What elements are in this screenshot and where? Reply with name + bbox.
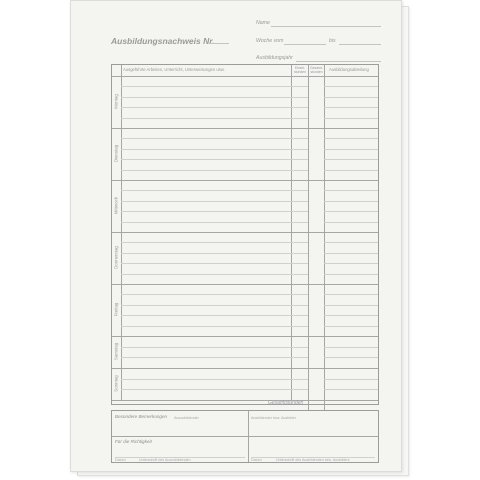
activity-entry-line[interactable] <box>121 86 308 87</box>
department-entry-line[interactable] <box>324 86 378 87</box>
remarks-trainer-label: Ausbildender bzw. Ausbilder <box>251 416 296 420</box>
total-hours-header: Gesamt-stunden <box>310 66 323 74</box>
day-label: Montag <box>113 94 119 109</box>
form-page <box>70 0 402 472</box>
department-entry-line[interactable] <box>324 315 378 316</box>
activity-entry-line[interactable] <box>121 107 308 108</box>
report-number-field[interactable] <box>209 43 229 44</box>
single-hours-header: Einzel-stunden <box>293 66 307 74</box>
activity-entry-line[interactable] <box>121 118 308 119</box>
department-entry-line[interactable] <box>324 107 378 108</box>
activity-entry-line[interactable] <box>121 326 308 327</box>
activity-entry-line[interactable] <box>121 274 308 275</box>
department-entry-line[interactable] <box>324 170 378 171</box>
day-section-divider <box>112 400 378 401</box>
training-year-field[interactable] <box>296 61 381 62</box>
week-to-label: bis <box>329 38 336 44</box>
day-section-divider <box>112 368 378 369</box>
day-label: Freitag <box>113 302 119 317</box>
day-label: Donnerstag <box>113 246 119 269</box>
trainee-signature-label: Unterschrift des Auszubildenden <box>139 458 191 462</box>
activity-entry-line[interactable] <box>121 201 308 202</box>
activity-entry-line[interactable] <box>121 222 308 223</box>
activity-entry-line[interactable] <box>121 263 308 264</box>
activity-entry-line[interactable] <box>121 190 308 191</box>
day-label: Sonntag <box>113 375 119 392</box>
weekly-activity-table <box>111 64 379 405</box>
remarks-label: Besondere Bemerkungen <box>115 414 168 419</box>
remarks-trainee-label: Auszubildender <box>174 416 199 420</box>
department-entry-line[interactable] <box>324 274 378 275</box>
day-label: Dienstag <box>113 144 119 163</box>
department-entry-line[interactable] <box>324 242 378 243</box>
activity-entry-line[interactable] <box>121 389 308 390</box>
training-year-label: Ausbildungsjahr <box>256 55 293 61</box>
department-entry-line[interactable] <box>324 201 378 202</box>
total-hours-column-divider <box>324 65 325 410</box>
day-section-divider <box>112 180 378 181</box>
department-entry-line[interactable] <box>324 305 378 306</box>
activity-entry-line[interactable] <box>121 159 308 160</box>
activity-entry-line[interactable] <box>121 357 308 358</box>
department-entry-line[interactable] <box>324 389 378 390</box>
form-title: Ausbildungsnachweis Nr. <box>111 36 215 46</box>
department-entry-line[interactable] <box>324 263 378 264</box>
department-entry-line[interactable] <box>324 97 378 98</box>
department-entry-line[interactable] <box>324 118 378 119</box>
department-entry-line[interactable] <box>324 222 378 223</box>
activity-entry-line[interactable] <box>121 294 308 295</box>
date-label-left: Datum <box>115 458 126 462</box>
activity-entry-line[interactable] <box>121 149 308 150</box>
day-label: Mittwoch <box>113 196 119 215</box>
activity-entry-line[interactable] <box>121 211 308 212</box>
day-section-divider <box>112 128 378 129</box>
department-entry-line[interactable] <box>324 347 378 348</box>
day-label: Samstag <box>113 342 119 361</box>
department-entry-line[interactable] <box>324 253 378 254</box>
department-header: Ausbildungsabteilung <box>329 67 369 72</box>
activity-entry-line[interactable] <box>121 253 308 254</box>
department-entry-line[interactable] <box>324 159 378 160</box>
week-to-field[interactable] <box>339 44 381 45</box>
name-label: Name <box>256 20 270 26</box>
department-entry-line[interactable] <box>324 138 378 139</box>
correctness-label: Für die Richtigkeit <box>115 439 152 444</box>
week-from-label: Woche vom <box>256 38 284 44</box>
activity-entry-line[interactable] <box>121 170 308 171</box>
day-section-divider <box>112 284 378 285</box>
activity-entry-line[interactable] <box>121 379 308 380</box>
activity-entry-line[interactable] <box>121 305 308 306</box>
department-entry-line[interactable] <box>324 294 378 295</box>
activity-entry-line[interactable] <box>121 242 308 243</box>
signature-box <box>111 410 379 463</box>
name-field[interactable] <box>271 26 381 27</box>
department-entry-line[interactable] <box>324 190 378 191</box>
department-entry-line[interactable] <box>324 379 378 380</box>
department-entry-line[interactable] <box>324 357 378 358</box>
header-divider <box>112 76 378 77</box>
week-from-field[interactable] <box>284 44 326 45</box>
activity-entry-line[interactable] <box>121 347 308 348</box>
department-entry-line[interactable] <box>324 326 378 327</box>
activity-entry-line[interactable] <box>121 138 308 139</box>
date-label-right: Datum <box>251 458 262 462</box>
activity-entry-line[interactable] <box>121 315 308 316</box>
signature-mid-line <box>112 436 378 437</box>
activity-entry-line[interactable] <box>121 97 308 98</box>
single-hours-column-divider <box>308 65 309 410</box>
department-entry-line[interactable] <box>324 211 378 212</box>
day-section-divider <box>112 232 378 233</box>
total-hours-label: Gesamtstunden <box>268 400 304 406</box>
activities-header: Ausgeführte Arbeiten, Unterricht, Unterweisungen usw. <box>123 67 225 72</box>
department-entry-line[interactable] <box>324 149 378 150</box>
trainer-signature-label: Unterschrift des Ausbildenden bzw. Ausbilders <box>276 458 350 462</box>
day-section-divider <box>112 336 378 337</box>
